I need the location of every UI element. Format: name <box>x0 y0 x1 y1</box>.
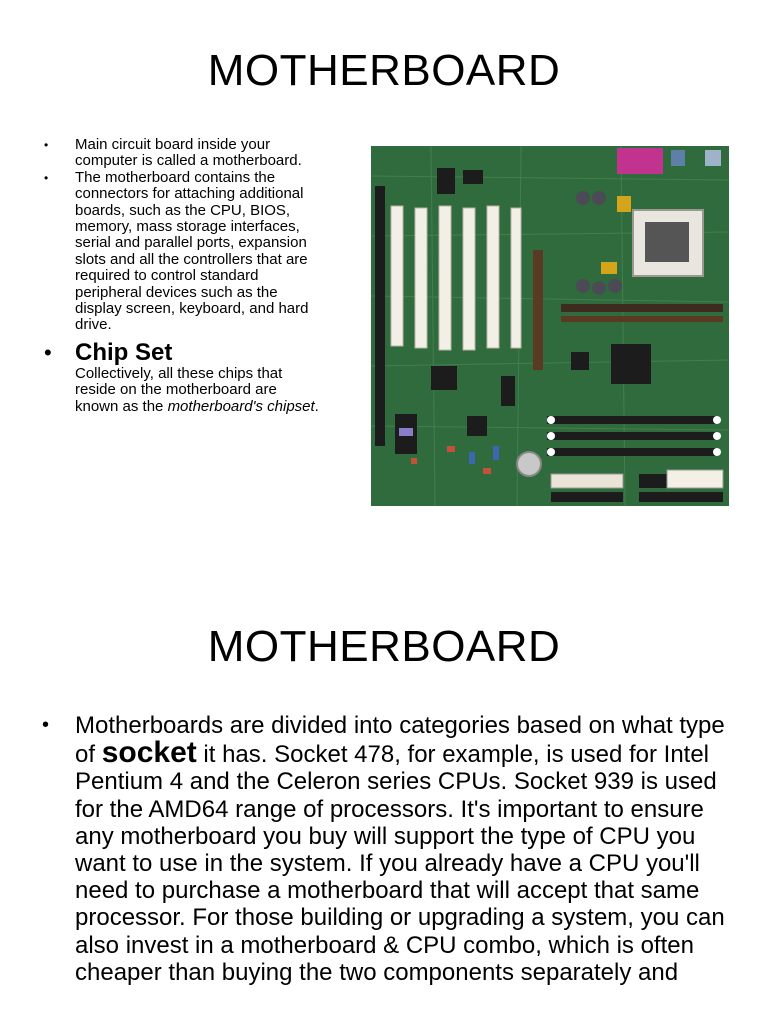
chipset-text-italic: motherboard's chipset <box>167 397 315 415</box>
slide-2 <box>0 576 768 1024</box>
chipset-text-before: Collectively, all these chips that reside on the motherboard are known as the <box>75 364 283 415</box>
bullet-dot: • <box>42 714 50 736</box>
bullet-dot: • <box>44 339 52 365</box>
bullet-connectors <box>40 170 320 334</box>
chipset-description <box>40 366 320 415</box>
slide-2-title: MOTHERBOARD <box>207 622 561 671</box>
bullet-dot: • <box>44 170 49 185</box>
bullet-text: Main circuit board inside your computer is called a motherboard. <box>75 136 302 170</box>
chipset-text-after: . <box>314 397 319 415</box>
bullet-dot: • <box>44 138 49 152</box>
paragraph-after: it has. Socket 478, for example, is used for Intel Pentium 4 and the Celeron series CPUs. Socket 939 is used for the AMD64 range of processors. It's important to ensure any motherboard you buy will support the type of CPU you want to use in the system. If you already have a CPU you'll need to purchase a motherboard that will accept that same processor. For those building or upgrading a system, you can also invest in a motherboard & CPU combo, which is often cheaper than buying the two components separately and <box>75 741 725 986</box>
bullet-main-board <box>40 137 320 170</box>
paragraph-before: Motherboards are divided into categories based on what type of <box>75 712 725 769</box>
bullet-socket-paragraph <box>40 712 730 986</box>
slide-1-title: MOTHERBOARD <box>207 46 561 95</box>
bullet-chipset-heading <box>40 340 320 366</box>
slide-1-text <box>40 137 320 415</box>
socket-keyword: socket <box>101 736 197 770</box>
motherboard-illustration <box>371 146 729 506</box>
chipset-heading: Chip Set <box>75 338 173 366</box>
slide-2-text <box>40 712 730 986</box>
motherboard-photo <box>371 146 729 506</box>
bullet-text: The motherboard contains the connectors for attaching additional boards, such as the CPU, BIOS, memory, mass storage interfaces, serial and parallel ports, expansion slots and all the controllers that are required to control standard peripheral devices such as the display screen, keyboard, and hard drive. <box>75 168 309 334</box>
